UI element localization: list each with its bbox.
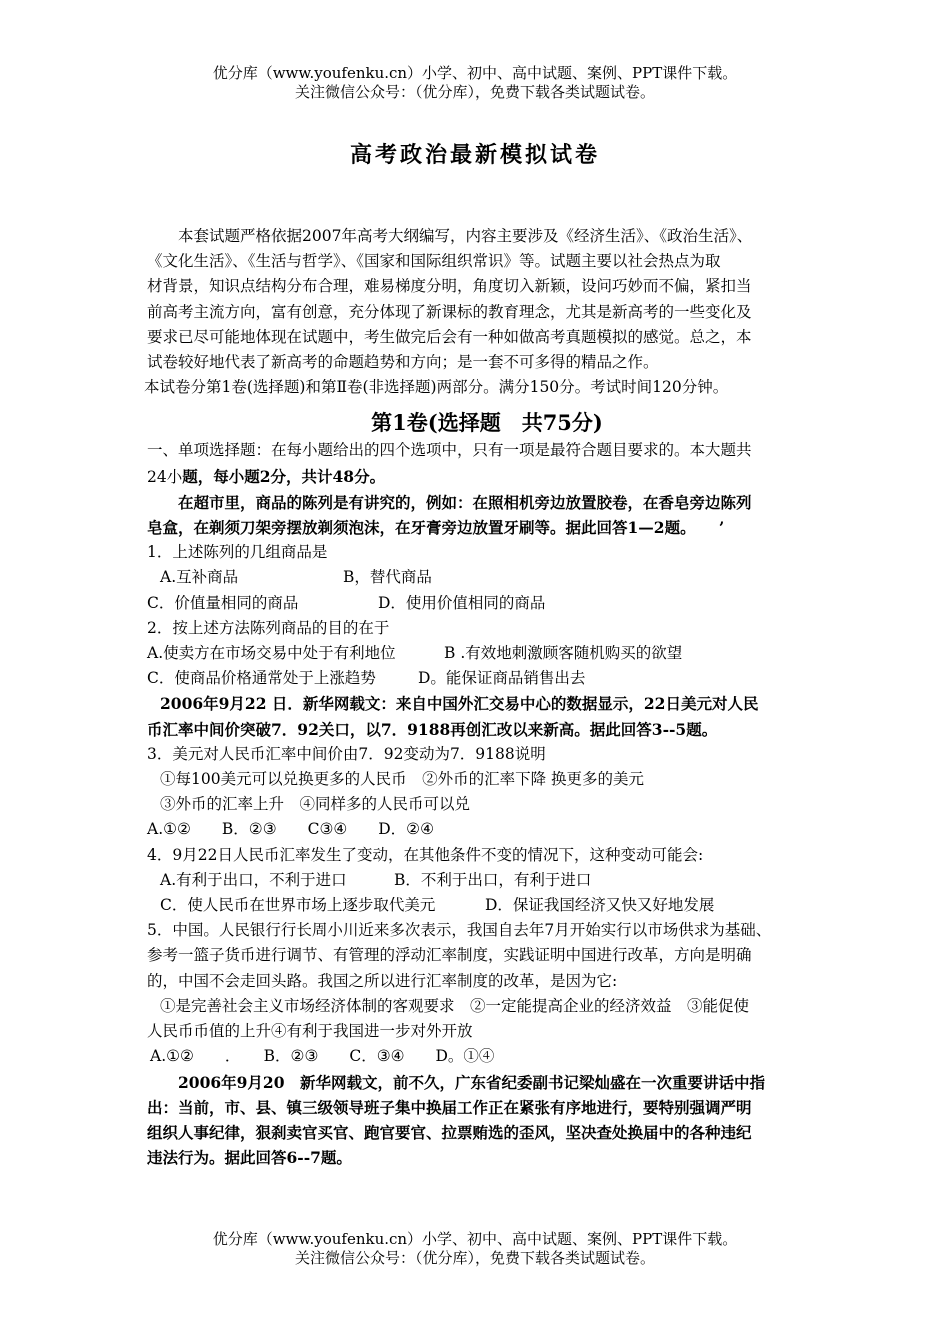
instr-normal: 24小	[147, 467, 183, 486]
intro-line: 本套试题严格依据2007年高考大纲编写，内容主要涉及《经济生活》、《政治生活》、	[178, 227, 753, 245]
material-line: 违法行为。据此回答6--7题。	[147, 1148, 352, 1168]
question-5-item: ①是完善社会主义市场经济体制的客观要求 ②一定能提高企业的经济效益 ③能促使	[160, 996, 750, 1015]
option-a: A.有利于出口，不利于进口	[160, 870, 347, 889]
material-line: 币汇率中间价突破7．92关口，以7．9188再创汇改以来新高。据此回答3--5题。	[147, 719, 718, 739]
question-2-options-cd	[147, 666, 827, 691]
material-line: 皂盒，在剃须刀架旁摆放剃须泡沫，在牙膏旁边放置牙刷等。据此回答1—2题。 ’	[147, 518, 725, 538]
section-instructions-2	[147, 464, 827, 490]
material-line: 组织人事纪律，狠刹卖官买官、跑官要官、拉票贿选的歪风，坚决查处换届中的各种违纪	[147, 1122, 752, 1142]
document-title: 高考政治最新模拟试卷	[349, 142, 600, 168]
question-2-stem: 2．按上述方法陈列商品的目的在于	[147, 618, 390, 637]
page-footer	[0, 1230, 950, 1268]
intro-line: 材背景，知识点结构分布合理，难易梯度分明，角度切入新颖，设问巧妙而不偏，紧扣当	[147, 277, 752, 296]
question-5-options: A.①② ． B．②③ C．③④ D。①④	[150, 1047, 495, 1066]
option-a: A.使卖方在市场交易中处于有利地位	[147, 644, 396, 663]
document-body	[144, 224, 827, 1170]
material-line: 在超市里，商品的陈列是有讲究的，例如：在照相机旁边放置胶卷，在香皂旁边陈列	[178, 492, 752, 512]
option-c: C．价值量相同的商品	[147, 593, 299, 612]
question-3-stem: 3．美元对人民币汇率中间价由7．92变动为7．9188说明	[147, 744, 546, 763]
option-a: A.互补商品	[160, 568, 239, 587]
option-b: B，替代商品	[343, 568, 432, 587]
option-d: D．使用价值相同的商品	[378, 593, 546, 612]
material-line: 2006年9月20 新华网载文，前不久，广东省纪委副书记梁灿盛在一次重要讲话中指	[178, 1072, 765, 1092]
question-1-options-cd	[147, 591, 827, 616]
option-b: B .有效地刺激顾客随机购买的欲望	[444, 644, 683, 663]
question-3-options: A.①② B．②③ C③④ D．②④	[147, 820, 434, 839]
intro-line: 《文化生活》、《生活与哲学》、《国家和国际组织常识》等。试题主要以社会热点为取	[147, 252, 721, 271]
question-1-options-ab	[147, 565, 827, 590]
page-header	[0, 64, 950, 102]
question-3-item: ①每100美元可以兑换更多的人民币 ②外币的汇率下降 换更多的美元	[160, 770, 645, 789]
intro-line: 前高考主流方向，富有创意，充分体现了新课标的教育理念，尤其是新高考的一些变化及	[147, 302, 752, 321]
option-c: C．使商品价格通常处于上涨趋势	[147, 669, 376, 688]
intro-line: 要求已尽可能地体现在试题中，考生做完后会有一种如做高考真题模拟的感觉。总之，本	[147, 327, 752, 346]
intro-line: 试卷较好地代表了新高考的命题趋势和方向；是一套不可多得的精品之作。	[147, 353, 659, 372]
material-line: 出：当前，市、县、镇三级领导班子集中换届工作正在紧张有序地进行，要特别强调严明	[147, 1097, 752, 1117]
question-5-stem: 参考一篮子货币进行调节、有管理的浮动汇率制度，实践证明中国进行改革，方向是明确	[147, 946, 752, 965]
option-c: C．使人民币在世界市场上逐步取代美元	[160, 896, 436, 915]
footer-line-2: 关注微信公众号：（优分库），免费下载各类试题试卷。	[294, 1249, 655, 1267]
question-5-item: 人民币币值的上升④有利于我国进一步对外开放	[147, 1022, 473, 1041]
option-b: B．不利于出口，有利于进口	[394, 870, 592, 889]
section-instructions: 一、单项选择题：在每小题给出的四个选项中，只有一项是最符合题目要求的。本大题共	[147, 441, 752, 460]
option-d: D。能保证商品销售出去	[418, 669, 586, 688]
header-line-1: 优分库（www.youfenku.cn）小学、初中、高中试题、案例、PPT课件下载。	[212, 64, 738, 82]
footer-line-1: 优分库（www.youfenku.cn）小学、初中、高中试题、案例、PPT课件下载。	[212, 1230, 738, 1248]
question-5-stem: 5．中国。人民银行行长周小川近来多次表示，我国自去年7月开始实行以市场供求为基础、	[147, 921, 772, 940]
material-line: 2006年9月22 日．新华网载文：来自中国外汇交易中心的数据显示，22日美元对人民	[160, 694, 759, 714]
header-line-2: 关注微信公众号：（优分库），免费下载各类试题试卷。	[294, 83, 655, 101]
question-3-item: ③外币的汇率上升 ④同样多的人民币可以兑	[160, 795, 471, 814]
option-d: D．保证我国经济又快又好地发展	[485, 896, 715, 915]
question-2-options-ab	[147, 641, 827, 666]
question-5-stem: 的，中国不会走回头路。我国之所以进行汇率制度的改革，是因为它:	[147, 971, 618, 990]
question-1-stem: 1．上述陈列的几组商品是	[147, 543, 328, 562]
question-4-options-cd	[147, 893, 827, 918]
question-4-stem: 4．9月22日人民币汇率发生了变动，在其他条件不变的情况下，这种变动可能会:	[147, 845, 704, 864]
question-4-options-ab	[147, 868, 827, 893]
intro-line: 本试卷分第1卷(选择题)和第Ⅱ卷(非选择题)两部分。满分150分。考试时间120分钟。	[144, 378, 729, 397]
section-title: 第1卷(选择题 共75分)	[371, 410, 603, 436]
instr-bold: 题，每小题2分，共计48分。	[182, 466, 386, 486]
